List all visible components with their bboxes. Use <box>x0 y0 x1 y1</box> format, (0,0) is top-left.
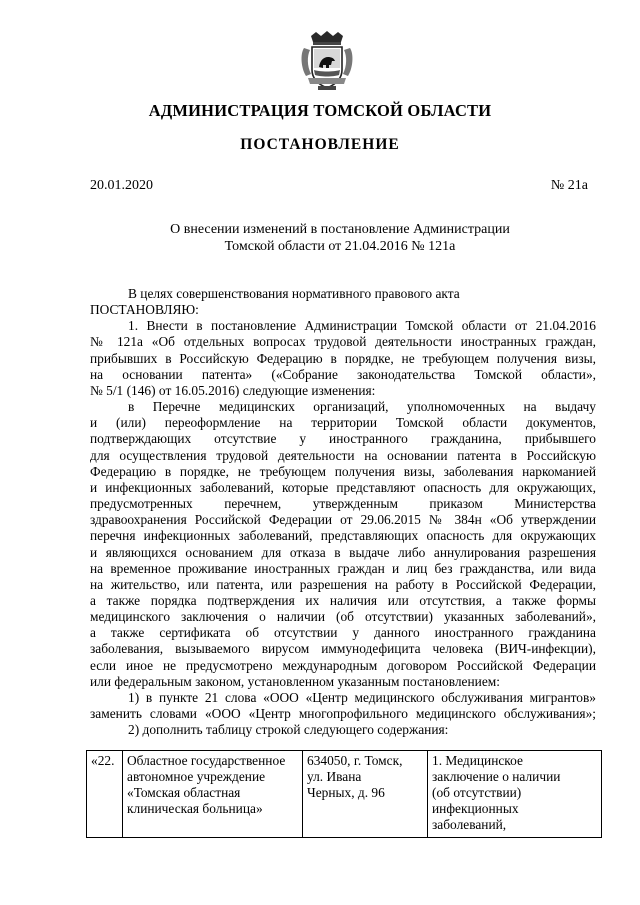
coat-of-arms-icon <box>298 30 356 94</box>
body-line: В целях совершенствования нормативного правового акта <box>128 286 460 301</box>
body-line: 1. Внести в постановление Администрации Томской области от 21.04.2016 <box>128 318 596 334</box>
body-line: № 121а «Об отдельных вопросах трудовой деятельности иностранных граждан, <box>90 334 596 350</box>
body-line: прибывших в Российскую Федерацию в порядке, не требующем получения визы, <box>90 350 596 366</box>
row-number-cell <box>87 751 123 838</box>
body-line: и инфекционных заболеваний, которые представляют опасность для окружающих, <box>90 479 596 495</box>
body-line: в Перечне медицинских организаций, уполномоченных на выдачу <box>128 399 596 415</box>
body-line: если иное не предусмотрено международным договором Российской Федерации <box>90 657 596 673</box>
body-line: на временное проживание иностранных граждан и лиц без гражданства, или вида <box>90 560 596 576</box>
body-line: ПОСТАНОВЛЯЮ: <box>90 302 199 318</box>
cell-line: автономное учреждение <box>127 769 266 784</box>
body-line: а также сертификата об отсутствии у данного иностранного гражданина <box>90 625 596 641</box>
subject-line: Томской области от 21.04.2016 № 121а <box>224 239 456 254</box>
cell-line: ул. Ивана <box>307 769 362 784</box>
body-line: заменить словами «ООО «Центр многопрофильного медицинского обслуживания»; <box>90 706 596 722</box>
body-line: 1) в пункте 21 слова «ООО «Центр медицинского обслуживания мигрантов» <box>128 689 596 705</box>
body-line: перечня инфекционных заболеваний, представляющих опасность для окружающих <box>90 528 596 544</box>
body-line: Федерацию в порядке, не требующем получения визы, заболевания наркоманией <box>90 463 596 479</box>
body-line: на жительство, или патента, или разрешения на работу в Российской Федерации, <box>90 576 596 592</box>
body-line: № 5/1 (146) от 16.05.2016) следующие изменения: <box>90 382 376 398</box>
cell-line: заключение о наличии <box>432 769 561 784</box>
document-subject <box>0 221 640 255</box>
document-body <box>90 286 596 738</box>
document-date: 20.01.2020 <box>90 178 153 193</box>
body-line: заболевания, вызываемого вирусом иммунодефицита человека (ВИЧ-инфекции), <box>90 641 596 657</box>
body-line: 2) дополнить таблицу строкой следующего содержания: <box>128 722 449 738</box>
subject-line: О внесении изменений в постановление Администрации <box>170 222 510 237</box>
body-line: на основании патента» («Собрание законодательства Томской области», <box>90 366 596 382</box>
table-row <box>87 751 602 838</box>
cell-line: (об отсутствии) <box>432 785 522 800</box>
body-line: предусмотренных перечнем, утвержденным приказом Министерства <box>90 496 596 512</box>
organization-title: АДМИНИСТРАЦИЯ ТОМСКОЙ ОБЛАСТИ <box>148 101 492 120</box>
cell-line: Областное государственное <box>127 753 286 768</box>
body-line: подтверждающих отсутствие у иностранного гражданина, прибывшего <box>90 431 596 447</box>
cell-line: «Томская областная <box>127 785 241 800</box>
body-line: здравоохранения Российской Федерации от 29.06.2015 № 384н «Об утверждении <box>90 512 596 528</box>
documents-cell <box>428 751 602 838</box>
medical-organizations-table <box>86 750 602 838</box>
address-cell <box>303 751 428 838</box>
cell-line: клиническая больница» <box>127 801 263 816</box>
row-number: «22. <box>91 753 115 768</box>
body-line: медицинского заключения о наличии (об отсутствии) указанных заболеваний», <box>90 609 596 625</box>
body-line: а также порядка подтверждения их наличия или отсутствия, а также формы <box>90 592 596 608</box>
cell-line: заболеваний, <box>432 817 507 832</box>
cell-line: 634050, г. Томск, <box>307 753 403 768</box>
body-line: для осуществления трудовой деятельности на основании патента в Российскую <box>90 447 596 463</box>
cell-line: Черных, д. 96 <box>307 785 385 800</box>
organization-cell <box>123 751 303 838</box>
body-line: и являющихся основанием для отказа в выдаче либо аннулирования разрешения <box>90 544 596 560</box>
body-line: и (или) переоформление на территории Томской области документов, <box>90 415 596 431</box>
cell-line: 1. Медицинское <box>432 753 523 768</box>
document-number: № 21а <box>550 178 588 193</box>
cell-line: инфекционных <box>432 801 519 816</box>
body-line: или федеральным законом, установленном указанным постановлением: <box>90 673 500 689</box>
document-type: ПОСТАНОВЛЕНИЕ <box>240 136 400 153</box>
